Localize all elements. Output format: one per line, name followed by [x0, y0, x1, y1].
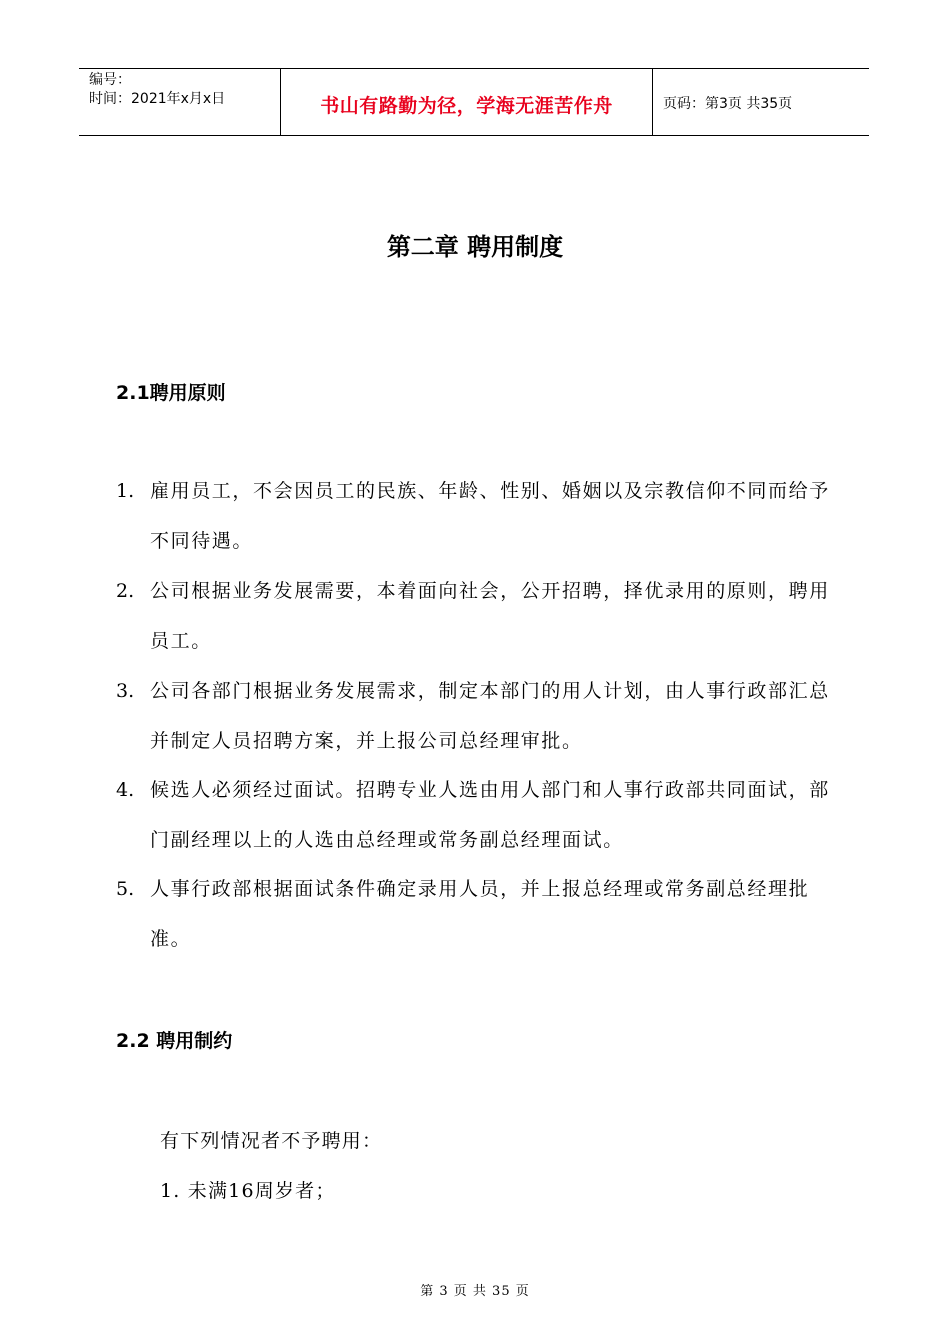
- section-intro: 有下列情况者不予聘用：: [160, 1130, 383, 1152]
- list-item-text: 雇用员工，不会因员工的民族、年龄、性别、婚姻以及宗教信仰不同而给予不同待遇。: [150, 480, 830, 552]
- document-number-label: 编号：: [89, 72, 131, 88]
- list-item-text: 人事行政部根据面试条件确定录用人员，并上报总经理或常务副总经理批准。: [150, 878, 810, 950]
- list-item-number: 4.: [116, 779, 135, 801]
- section-heading-2-2: 2.2 聘用制约: [116, 1030, 233, 1052]
- header-motto: 书山有路勤为径，学海无涯苦作舟: [320, 95, 613, 117]
- section-heading-2-1: 2.1聘用原则: [116, 382, 226, 404]
- list-item: [116, 566, 836, 666]
- header-page-number: 页码：第3页 共35页: [663, 96, 793, 112]
- list-item-number: 2.: [116, 580, 135, 602]
- document-time: 时间：2021年x月x日: [89, 91, 226, 107]
- list-item-number: 5.: [116, 878, 135, 900]
- list-item: [116, 666, 836, 766]
- list-item: [116, 765, 836, 865]
- header-meta: [79, 69, 280, 135]
- header-page-cell: [653, 69, 869, 135]
- list-item-text: 公司各部门根据业务发展需求，制定本部门的用人计划，由人事行政部汇总并制定人员招聘方案，并上报公司总经理审批。: [150, 680, 830, 752]
- list-item-number: 1.: [116, 480, 135, 502]
- list-item-text: 候选人必须经过面试。招聘专业人选由用人部门和人事行政部共同面试，部门副经理以上的人选由总经理或常务副总经理面试。: [150, 779, 830, 851]
- list-item-text: 公司根据业务发展需要，本着面向社会，公开招聘，择优录用的原则，聘用员工。: [150, 580, 830, 652]
- page-footer: 第 3 页 共 35 页: [420, 1284, 530, 1299]
- header-motto-cell: [280, 69, 653, 135]
- list-item-number: 3.: [116, 680, 135, 702]
- list-item: [116, 466, 836, 566]
- chapter-title: 第二章 聘用制度: [386, 233, 564, 261]
- list-item: 1. 未满16周岁者；: [160, 1180, 336, 1202]
- page-header: [79, 68, 869, 136]
- list-item: [116, 864, 836, 964]
